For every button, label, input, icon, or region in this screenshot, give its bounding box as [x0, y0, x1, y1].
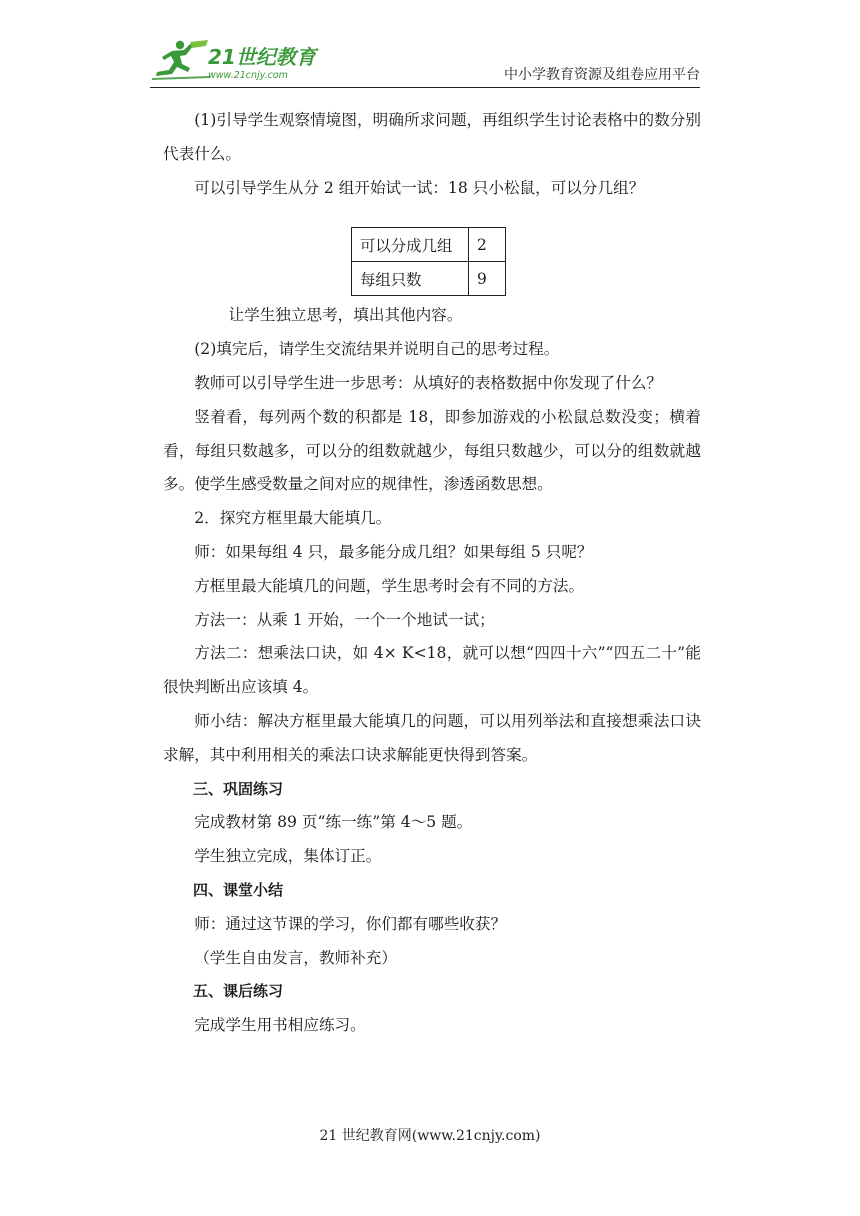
paragraph: 让学生独立思考，填出其他内容。 — [228, 306, 463, 325]
header-platform-text: 中小学教育资源及组卷应用平台 — [504, 67, 700, 83]
table-cell-label: 可以分成几组 — [352, 228, 469, 262]
paragraph: （学生自由发言，教师补充） — [194, 948, 397, 967]
paragraph: 完成学生用书相应练习。 — [194, 1016, 366, 1035]
paragraph: 师小结：解决方框里最大能填几的问题，可以用列举法和直接想乘法口诀求解，其中利用相关的乘法口诀求解能更快得到答案。 — [163, 711, 701, 764]
paragraph: 师：通过这节课的学习，你们都有哪些收获？ — [194, 914, 507, 933]
document-body — [163, 104, 701, 1043]
paragraph: (2)填完后，请学生交流结果并说明自己的思考过程。 — [194, 340, 560, 359]
table-cell-value: 9 — [469, 262, 506, 296]
table-cell-value: 2 — [469, 228, 506, 262]
grouping-table — [351, 227, 506, 296]
paragraph: (1)引导学生观察情境图，明确所求问题，再组织学生讨论表格中的数分别代表什么。 — [163, 111, 701, 163]
table-wrapper — [351, 227, 701, 299]
paragraph: 学生独立完成，集体订正。 — [194, 847, 382, 866]
paragraph: 完成教材第 89 页“练一练”第 4～5 题。 — [194, 813, 473, 832]
paragraph: 竖着看，每列两个数的积都是 18，即参加游戏的小松鼠总数没变；横着看，每组只数越多，可以分的组数就越少，每组只数越少，可以分的组数就越多。使学生感受数量之间对应的规律性，渗透函数思想。 — [163, 407, 701, 494]
paragraph: 2．探究方框里最大能填几。 — [194, 509, 392, 528]
table-cell-label: 每组只数 — [352, 262, 469, 296]
section-heading: 五、课后练习 — [193, 982, 284, 1001]
logo-text: 21世纪教育 — [208, 45, 316, 69]
paragraph: 方法二：想乘法口诀，如 4× K<18，就可以想“四四十六”“四五二十”能很快判断出应该填 4。 — [163, 644, 701, 697]
section-heading: 四、课堂小结 — [193, 880, 284, 899]
page-footer: 21 世纪教育网(www.21cnjy.com) — [319, 1128, 541, 1144]
paragraph: 教师可以引导学生进一步思考：从填好的表格数据中你发现了什么？ — [194, 373, 663, 392]
logo-url: www.21cnjy.com — [208, 70, 288, 81]
paragraph: 师：如果每组 4 只，最多能分成几组？如果每组 5 只呢？ — [194, 542, 593, 561]
section-heading: 三、巩固练习 — [193, 779, 284, 798]
header-divider — [150, 87, 700, 88]
paragraph: 方法一：从乘 1 开始，一个一个地试一试； — [194, 610, 495, 629]
paragraph: 可以引导学生从分 2 组开始试一试：18 只小松鼠，可以分几组？ — [194, 178, 645, 197]
page-header — [150, 34, 700, 86]
table-row — [352, 228, 506, 262]
table-row — [352, 262, 506, 296]
paragraph: 方框里最大能填几的问题，学生思考时会有不同的方法。 — [194, 576, 585, 595]
site-logo — [150, 38, 320, 82]
